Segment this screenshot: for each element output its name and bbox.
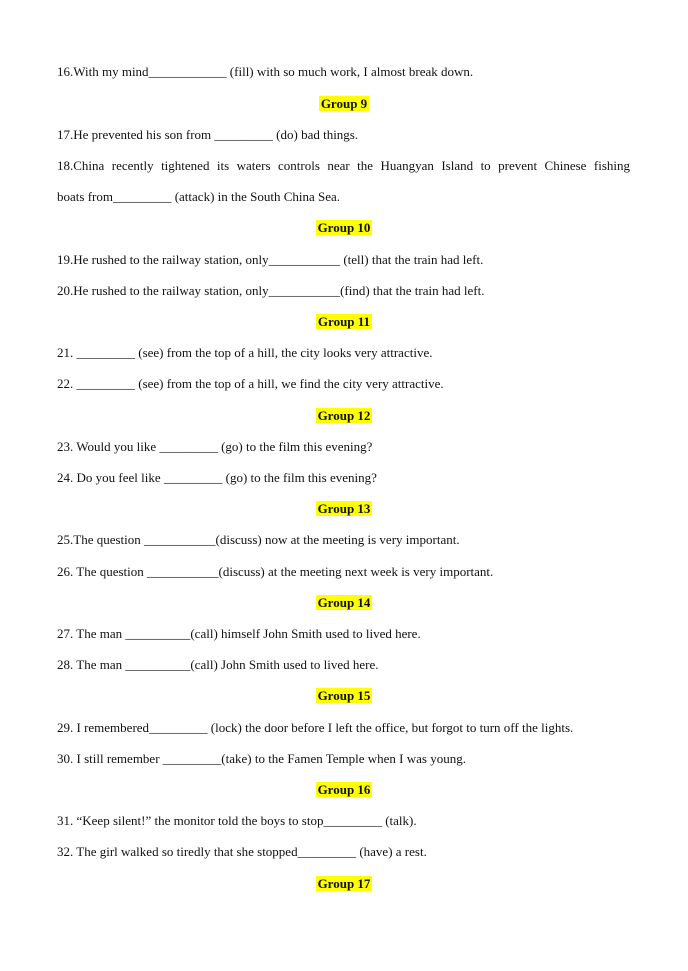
group-label: Group 15 (317, 688, 371, 703)
line-q26: 26. The question ___________(discuss) at the meeting next week is very important. (57, 564, 494, 579)
group-heading-12 (0, 408, 688, 424)
group-label: Group 11 (317, 314, 371, 329)
word: Chinese (544, 158, 587, 173)
group-heading-9 (0, 96, 688, 112)
group-label: Group 10 (317, 220, 371, 235)
group-heading-16 (0, 782, 688, 798)
group-label: Group 14 (317, 595, 371, 610)
word: Huangyan (380, 158, 434, 173)
word: to (480, 158, 491, 173)
line-q19: 19.He rushed to the railway station, only___________ (tell) that the train had left. (57, 252, 484, 267)
word: prevent (498, 158, 538, 173)
line-q24: 24. Do you feel like _________ (go) to the film this evening? (57, 470, 377, 485)
line-q20: 20.He rushed to the railway station, only___________(find) that the train had left. (57, 283, 485, 298)
line-q30: 30. I still remember _________(take) to the Famen Temple when I was young. (57, 751, 466, 766)
group-heading-15 (0, 688, 688, 704)
line-q18-part1 (57, 158, 630, 174)
group-label: Group 12 (317, 408, 371, 423)
group-heading-10 (0, 220, 688, 236)
group-heading-17 (0, 876, 688, 892)
line-q32: 32. The girl walked so tiredly that she stopped_________ (have) a rest. (57, 844, 427, 859)
word: the (357, 158, 374, 173)
word: its (216, 158, 230, 173)
line-q16: 16.With my mind____________ (fill) with so much work, I almost break down. (57, 64, 474, 79)
group-heading-14 (0, 595, 688, 611)
word: Island (441, 158, 474, 173)
line-q22: 22. _________ (see) from the top of a hill, we find the city very attractive. (57, 376, 444, 391)
word: near (327, 158, 350, 173)
line-q18-part2: boats from_________ (attack) in the South China Sea. (57, 189, 341, 204)
group-label: Group 9 (320, 96, 368, 111)
line-q27: 27. The man __________(call) himself John Smith used to lived here. (57, 626, 421, 641)
group-label: Group 17 (317, 876, 371, 891)
line-q17: 17.He prevented his son from _________ (do) bad things. (57, 127, 359, 142)
word: 18.China (57, 158, 105, 173)
group-label: Group 16 (317, 782, 371, 797)
word: recently (111, 158, 154, 173)
line-q31: 31. “Keep silent!” the monitor told the boys to stop_________ (talk). (57, 813, 417, 828)
line-q21: 21. _________ (see) from the top of a hill, the city looks very attractive. (57, 345, 433, 360)
group-heading-11 (0, 314, 688, 330)
word: waters (236, 158, 271, 173)
word: fishing (593, 158, 630, 173)
line-q29: 29. I remembered_________ (lock) the door before I left the office, but forgot to turn off the lights. (57, 720, 574, 735)
group-heading-13 (0, 501, 688, 517)
word: controls (278, 158, 320, 173)
line-q28: 28. The man __________(call) John Smith used to lived here. (57, 657, 379, 672)
word: tightened (161, 158, 210, 173)
line-q23: 23. Would you like _________ (go) to the film this evening? (57, 439, 373, 454)
line-q25: 25.The question ___________(discuss) now at the meeting is very important. (57, 532, 460, 547)
group-label: Group 13 (317, 501, 371, 516)
